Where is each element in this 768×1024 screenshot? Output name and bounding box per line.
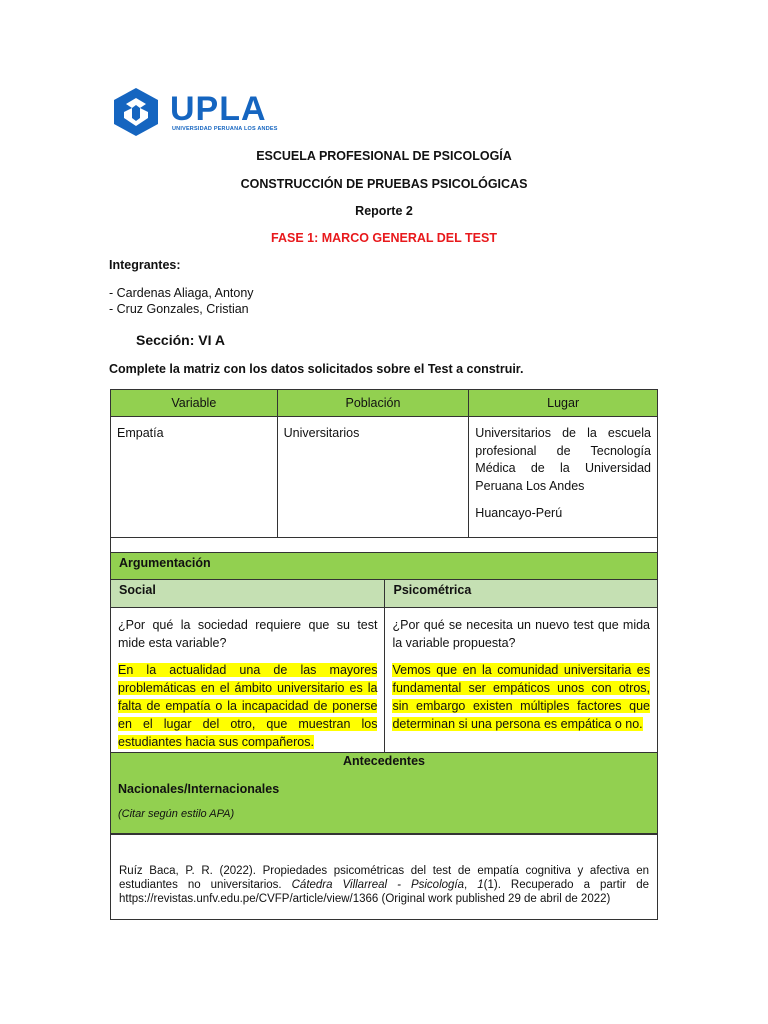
phase-title: FASE 1: MARCO GENERAL DEL TEST bbox=[271, 231, 497, 245]
cell-lugar bbox=[469, 417, 658, 538]
instruction-text: Complete la matriz con los datos solicitados sobre el Test a construir. bbox=[109, 362, 524, 376]
upla-shield-icon bbox=[110, 86, 162, 138]
logo-subtext: UNIVERSIDAD PERUANA LOS ANDES bbox=[172, 126, 278, 132]
social-cell bbox=[111, 608, 385, 764]
course-title: CONSTRUCCIÓN DE PRUEBAS PSICOLÓGICAS bbox=[240, 177, 528, 191]
member-item: - Cruz Gonzales, Cristian bbox=[109, 302, 249, 316]
cell-variable: Empatía bbox=[111, 417, 278, 538]
reference-volume: 1 bbox=[477, 879, 484, 891]
psicometrica-cell bbox=[385, 608, 658, 764]
psicometrica-answer: Vemos que en la comunidad universitaria es fundamental ser empáticos unos con otros, sin embargo existen múltiples factores que determinan si una persona es empática o no. bbox=[392, 663, 650, 731]
header-poblacion: Población bbox=[277, 390, 469, 417]
reference-tail: (1). Recuperado a partir de https://revistas.unfv.edu.pe/CVFP/article/view/1366 (Original work published 29 de abril de 2022) bbox=[119, 879, 650, 905]
members-label: Integrantes: bbox=[109, 258, 181, 272]
psicometrica-label: Psicométrica bbox=[385, 580, 658, 608]
antecedentes-subtitle: Nacionales/Internacionales bbox=[118, 782, 280, 796]
reference-citation bbox=[110, 834, 658, 920]
section-label: Sección: VI A bbox=[136, 332, 225, 348]
antecedentes-block bbox=[110, 752, 658, 834]
matrix-data-row bbox=[111, 417, 658, 538]
lugar-description: Universitarios de la escuela profesional de Tecnología Médica de la Universidad Peruana Los Andes bbox=[475, 426, 651, 493]
university-logo bbox=[110, 86, 280, 138]
social-label: Social bbox=[111, 580, 385, 608]
cell-poblacion: Universitarios bbox=[277, 417, 469, 538]
school-title: ESCUELA PROFESIONAL DE PSICOLOGÍA bbox=[256, 149, 512, 163]
reference-separator: , bbox=[464, 879, 478, 891]
logo-text: UPLA bbox=[170, 90, 267, 128]
argumentacion-table bbox=[110, 579, 658, 764]
lugar-city: Huancayo-Perú bbox=[475, 506, 563, 520]
argumentacion-subheader-row bbox=[111, 580, 658, 608]
antecedentes-title: Antecedentes bbox=[343, 754, 425, 768]
antecedentes-note: (Citar según estilo APA) bbox=[118, 808, 235, 820]
psicometrica-question: ¿Por qué se necesita un nuevo test que mida la variable propuesta? bbox=[392, 618, 650, 650]
member-item: - Cardenas Aliaga, Antony bbox=[109, 286, 254, 300]
header-variable: Variable bbox=[111, 390, 278, 417]
social-question: ¿Por qué la sociedad requiere que su test mide esta variable? bbox=[118, 618, 378, 650]
social-answer: En la actualidad una de las mayores problemáticas en el ámbito universitario es la falta de empatía o la incapacidad de ponerse en el lugar del otro, que muestran los estudiantes hacia sus compañeros. bbox=[118, 663, 378, 749]
header-lugar: Lugar bbox=[469, 390, 658, 417]
argumentacion-content-row bbox=[111, 608, 658, 764]
matrix-header-row bbox=[111, 390, 658, 417]
report-title: Reporte 2 bbox=[355, 204, 413, 218]
matrix-table bbox=[110, 389, 658, 567]
reference-journal: Cátedra Villarreal - Psicología bbox=[291, 879, 465, 891]
reference-text: Ruíz Baca, P. R. (2022). Propiedades psicométricas del test de empatía cognitiva y afectiva en estudiantes no universitarios. bbox=[119, 865, 649, 891]
argumentacion-title: Argumentación bbox=[110, 552, 658, 580]
